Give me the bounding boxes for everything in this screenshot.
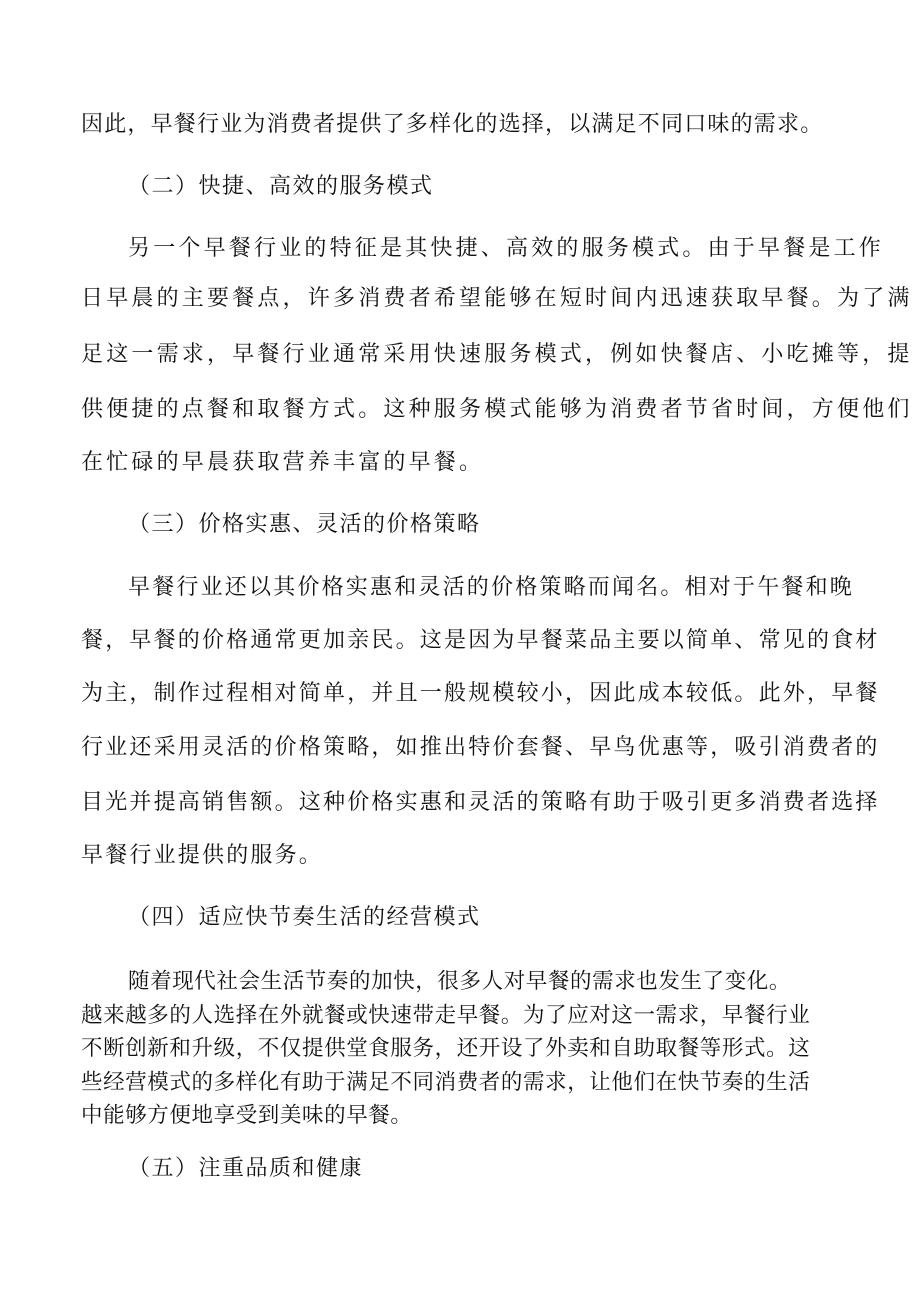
paragraph-line: 餐，早餐的价格通常更加亲民。这是因为早餐菜品主要以简单、常见的食材 bbox=[81, 628, 880, 653]
paragraph-line: 因此，早餐行业为消费者提供了多样化的选择，以满足不同口味的需求。 bbox=[81, 112, 824, 137]
paragraph-line: 些经营模式的多样化有助于满足不同消费者的需求，让他们在快节奏的生活 bbox=[81, 1070, 811, 1095]
paragraph-line: 另一个早餐行业的特征是其快捷、高效的服务模式。由于早餐是工作 bbox=[128, 236, 885, 261]
paragraph-line: 不断创新和升级，不仅提供堂食服务，还开设了外卖和自助取餐等形式。这 bbox=[81, 1036, 811, 1061]
paragraph-line: 日早晨的主要餐点，许多消费者希望能够在短时间内迅速获取早餐。为了满 bbox=[81, 286, 913, 311]
paragraph-line: 为主，制作过程相对简单，并且一般规模较小，因此成本较低。此外，早餐 bbox=[81, 681, 880, 706]
paragraph-line: 越来越多的人选择在外就餐或快速带走早餐。为了应对这一需求，早餐行业 bbox=[81, 1003, 811, 1028]
section-heading-4: （四）适应快节奏生活的经营模式 bbox=[128, 905, 481, 930]
paragraph-line: 目光并提高销售额。这种价格实惠和灵活的策略有助于吸引更多消费者选择 bbox=[81, 790, 880, 815]
section-heading-3: （三）价格实惠、灵活的价格策略 bbox=[128, 512, 481, 537]
paragraph-line: 中能够方便地享受到美味的早餐。 bbox=[81, 1103, 413, 1128]
section-heading-2: （二）快捷、高效的服务模式 bbox=[128, 174, 434, 199]
paragraph-line: 随着现代社会生活节奏的加快，很多人对早餐的需求也发生了变化。 bbox=[128, 969, 792, 994]
paragraph-line: 行业还采用灵活的价格策略，如推出特价套餐、早鸟优惠等，吸引消费者的 bbox=[81, 735, 880, 760]
paragraph-line: 供便捷的点餐和取餐方式。这种服务模式能够为消费者节省时间，方便他们 bbox=[81, 397, 913, 422]
paragraph-line: 在忙碌的早晨获取营养丰富的早餐。 bbox=[81, 450, 485, 475]
paragraph-line: 早餐行业提供的服务。 bbox=[81, 843, 324, 868]
section-heading-5: （五）注重品质和健康 bbox=[128, 1156, 364, 1181]
paragraph-line: 早餐行业还以其价格实惠和灵活的价格策略而闻名。相对于午餐和晚 bbox=[128, 575, 855, 600]
paragraph-line: 足这一需求，早餐行业通常采用快速服务模式，例如快餐店、小吃摊等，提 bbox=[81, 342, 913, 367]
